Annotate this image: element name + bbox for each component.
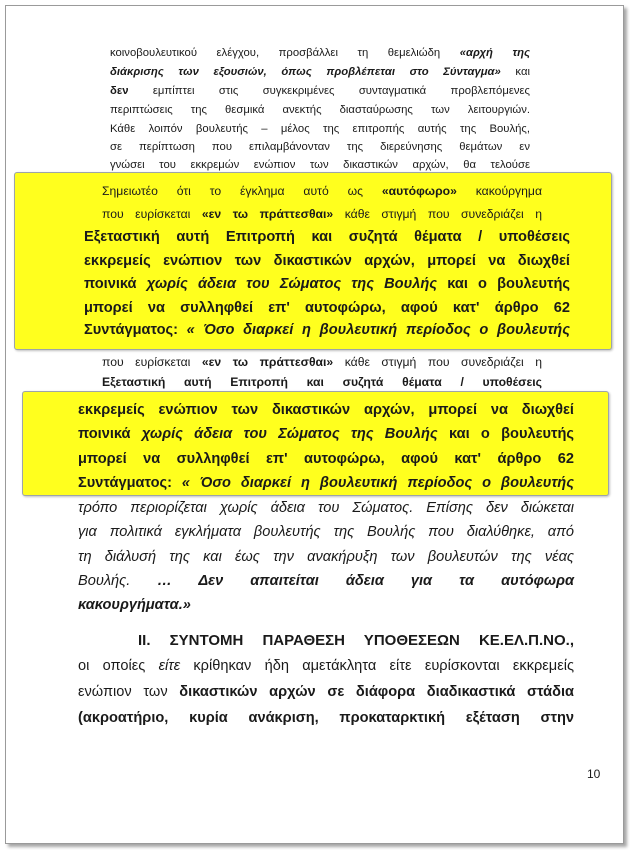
text-line: διάκρισης των εξουσιών, όπως προβλέπεται στο Σύνταγμα» και: [110, 66, 530, 78]
text-line: για πολιτικά εγκλήματα βουλευτής της Βουλής που διαλύθηκε, από: [78, 524, 574, 540]
text-line: Εξεταστική αυτή Επιτροπή και συζητά θέματα / υποθέσεις: [102, 375, 542, 389]
text-line: οι οποίες είτε κρίθηκαν ήδη αμετάκλητα είτε ευρίσκονται εκκρεμείς: [78, 658, 574, 674]
page-number: 10: [587, 767, 601, 781]
text-line: ενώπιον των δικαστικών αρχών σε διάφορα διαδικαστικά στάδια: [78, 684, 574, 700]
text-line: που ευρίσκεται «εν τω πράττεσθαι» κάθε στιγμή που συνεδριάζει η: [102, 355, 542, 369]
highlight-line: Συντάγματος: « Όσο διαρκεί η βουλευτική περίοδος ο βουλευτής: [84, 322, 570, 338]
text-line: (ακροατήριο, κυρία ανάκριση, προκαταρκτική εξέταση στην: [78, 710, 574, 726]
highlight-line: εκκρεμείς ενώπιον των δικαστικών αρχών, μπορεί να διωχθεί: [78, 402, 574, 418]
highlight-line: Σημειωτέο ότι το έγκλημα αυτό ως «αυτόφωρο» κακούργημα: [102, 184, 542, 198]
highlight-line: εκκρεμείς ενώπιον των δικαστικών αρχών, μπορεί να διωχθεί: [84, 253, 570, 269]
section-heading: ΙΙ. ΣΥΝΤΟΜΗ ΠΑΡΑΘΕΣΗ ΥΠΟΘΕΣΕΩΝ ΚΕ.ΕΛ.Π.ΝΟ.,: [138, 632, 574, 649]
text-line: Βουλής. … Δεν απαιτείται άδεια για τα αυτόφωρα: [78, 573, 574, 589]
text-line: κοινοβουλευτικού ελέγχου, προσβάλλει τη θεμελιώδη «αρχή της: [110, 47, 530, 59]
text-line: γνώσει του εκκρεμών ενώπιον των δικαστικών αρχών, θα τελούσε: [110, 159, 530, 171]
text-line: κακουργήματα.»: [78, 597, 191, 613]
text-line: περιπτώσεις της θεσμικά ανεκτής διασταύρωσης των λειτουργιών.: [110, 104, 530, 116]
text-line: τη διάλυσή της και έως την ανακήρυξη των βουλευτών της νέας: [78, 549, 574, 565]
text-line: σε περίπτωση που επιλαμβάνονταν της διερεύνησης θεμάτων εν: [110, 141, 530, 153]
highlight-line: Συντάγματος: « Όσο διαρκεί η βουλευτική περίοδος ο βουλευτής: [78, 475, 574, 491]
highlight-line: μπορεί να συλληφθεί επ' αυτοφώρω, αφού κατ' άρθρο 62: [78, 451, 574, 467]
text-line: Κάθε λοιπόν βουλευτής – μέλος της επιτροπής αυτής της Βουλής,: [110, 123, 530, 135]
text-line: τρόπο περιορίζεται χωρίς άδεια του Σώματος. Επίσης δεν διώκεται: [78, 500, 574, 516]
highlight-line: που ευρίσκεται «εν τω πράττεσθαι» κάθε στιγμή που συνεδριάζει η: [102, 207, 542, 221]
highlight-line: μπορεί να συλληφθεί επ' αυτοφώρω, αφού κατ' άρθρο 62: [84, 300, 570, 316]
text-line: δεν εμπίπτει στις συγκεκριμένες συνταγματικά προβλεπόμενες: [110, 85, 530, 97]
highlight-line: ποινικά χωρίς άδεια του Σώματος της Βουλής και ο βουλευτής: [78, 426, 575, 442]
highlight-line: Εξεταστική αυτή Επιτροπή και συζητά θέματα / υποθέσεις: [84, 229, 570, 245]
highlight-line: ποινικά χωρίς άδεια του Σώματος της Βουλής και ο βουλευτής: [84, 276, 570, 292]
